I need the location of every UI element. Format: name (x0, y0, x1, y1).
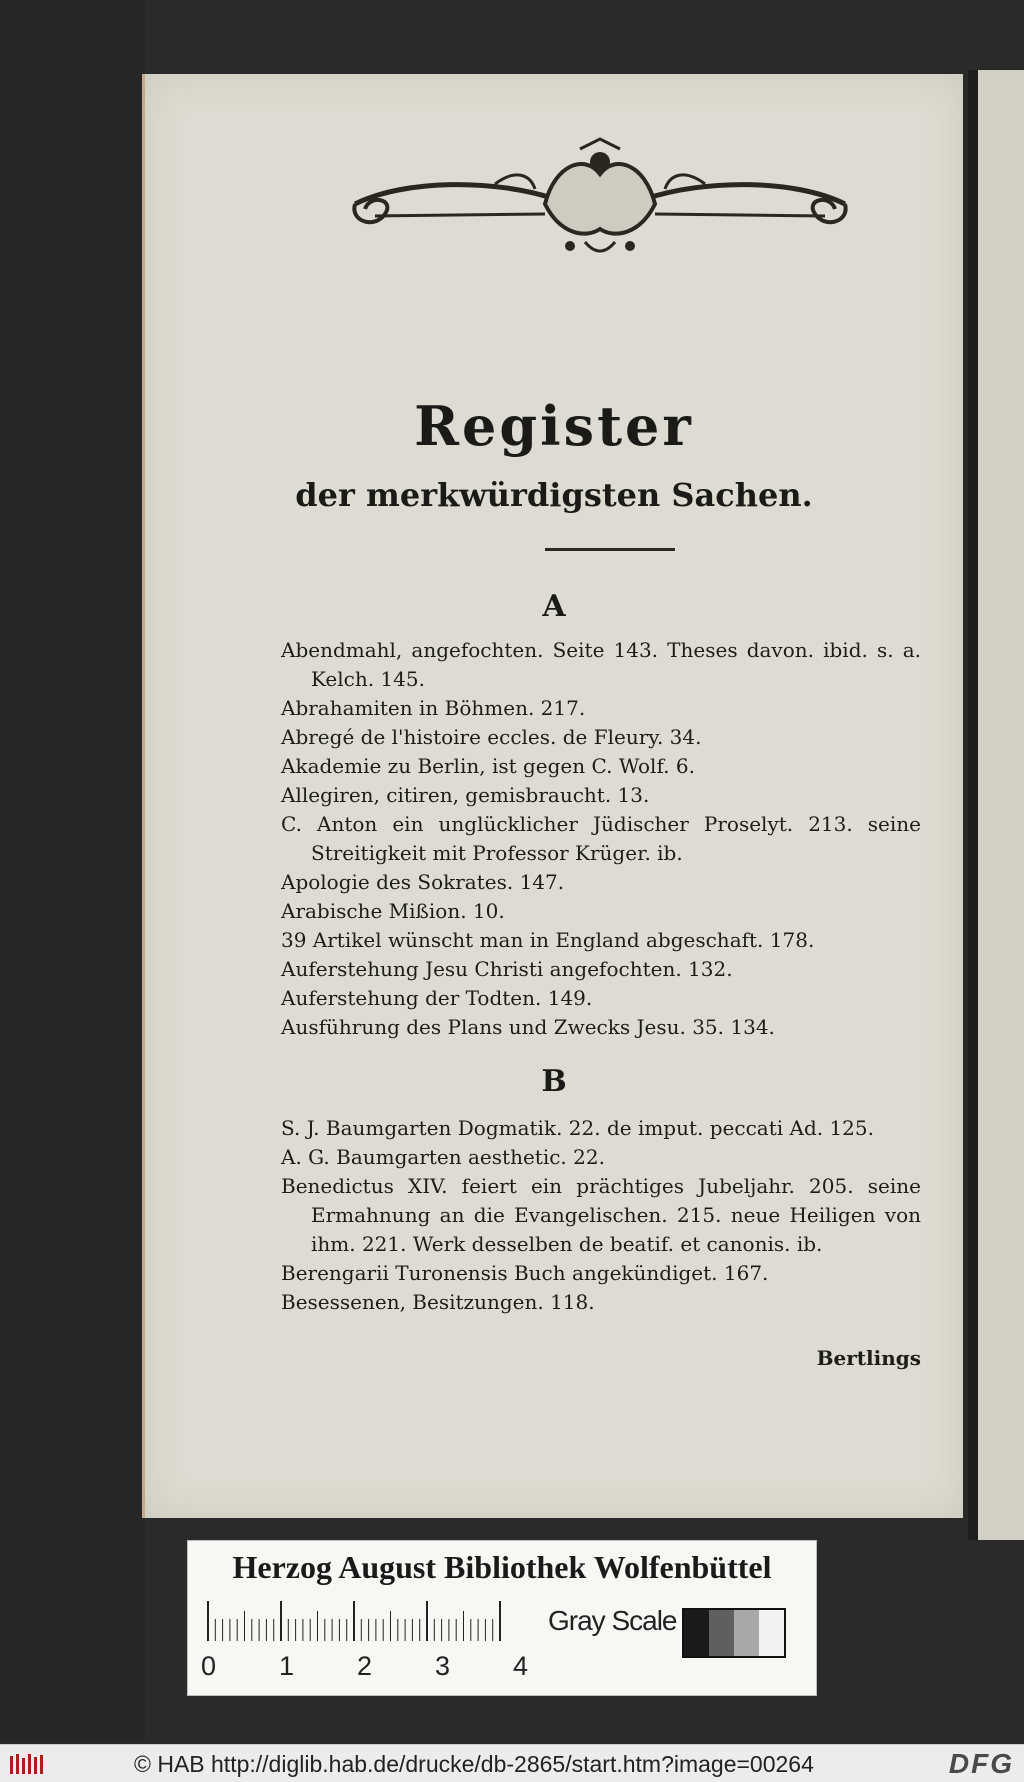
register-entry: Besessenen, Besitzungen. 118. (281, 1290, 595, 1314)
ruler-numbers (201, 1651, 531, 1685)
page-title: Register (414, 394, 694, 458)
gray-scale-swatches (682, 1608, 786, 1658)
section-b-entries (281, 1114, 921, 1317)
scan-background (0, 0, 145, 1740)
register-entry: Berengarii Turonensis Buch angekündiget. 167. (281, 1261, 769, 1285)
gray-swatch (734, 1610, 759, 1656)
hab-logo-icon (8, 1752, 48, 1776)
ruler-scale (206, 1601, 506, 1641)
register-entry: Benedictus XIV. feiert ein prächtiges Jubeljahr. 205. seine Ermahnung an die Evangelischen. 215. neue Heiligen von ihm. 221. Werk desselben de beatif. et canonis. ib. (281, 1174, 921, 1256)
register-entry: Apologie des Sokrates. 147. (281, 870, 565, 894)
adjacent-page-edge (968, 70, 1024, 1540)
dfg-logo: DFG (948, 1748, 1014, 1779)
register-entry: Allegiren, citiren, gemisbraucht. 13. (281, 783, 650, 807)
color-reference-card (187, 1540, 817, 1696)
section-letter-a: A (542, 589, 566, 624)
ruler-number: 1 (279, 1651, 295, 1681)
library-name: Herzog August Bibliothek Wolfenbüttel (232, 1549, 772, 1585)
register-entry: C. Anton ein unglücklicher Jüdischer Proselyt. 213. seine Streitigkeit mit Professor Krüger. ib. (281, 812, 921, 865)
register-entry: Abrahamiten in Böhmen. 217. (281, 696, 586, 720)
footer-source-link[interactable]: © HAB http://diglib.hab.de/drucke/db-2865/start.htm?image=00264 (134, 1751, 814, 1777)
section-letter-b: B (541, 1064, 567, 1099)
page-subtitle: der merkwürdigsten Sachen. (295, 476, 813, 514)
register-entry: S. J. Baumgarten Dogmatik. 22. de imput. peccati Ad. 125. (281, 1116, 874, 1140)
register-entry: Auferstehung Jesu Christi angefochten. 132. (281, 957, 733, 981)
ruler-number: 4 (513, 1651, 529, 1681)
gray-swatch (759, 1610, 784, 1656)
catchword: Bertlings (816, 1346, 921, 1370)
register-entry: Abendmahl, angefochten. Seite 143. Theses davon. ibid. s. a. Kelch. 145. (281, 638, 921, 691)
register-entry: Abregé de l'histoire eccles. de Fleury. 34. (281, 725, 702, 749)
ornament-icon (345, 134, 855, 264)
gray-swatch (684, 1610, 709, 1656)
gray-swatch (709, 1610, 734, 1656)
book-page (142, 74, 963, 1518)
register-entry: A. G. Baumgarten aesthetic. 22. (281, 1145, 605, 1169)
register-entry: Ausführung des Plans und Zwecks Jesu. 35. 134. (281, 1015, 775, 1039)
gray-scale-label: Gray Scale (548, 1605, 677, 1636)
title-rule (545, 548, 675, 551)
ruler-number: 3 (435, 1651, 451, 1681)
ruler-number: 0 (201, 1651, 217, 1681)
section-a-entries (281, 636, 921, 1042)
footer-bar (0, 1744, 1024, 1782)
register-entry: 39 Artikel wünscht man in England abgeschaft. 178. (281, 928, 815, 952)
register-entry: Arabische Mißion. 10. (281, 899, 505, 923)
register-entry: Auferstehung der Todten. 149. (281, 986, 593, 1010)
register-entry: Akademie zu Berlin, ist gegen C. Wolf. 6. (281, 754, 695, 778)
ruler-number: 2 (357, 1651, 373, 1681)
